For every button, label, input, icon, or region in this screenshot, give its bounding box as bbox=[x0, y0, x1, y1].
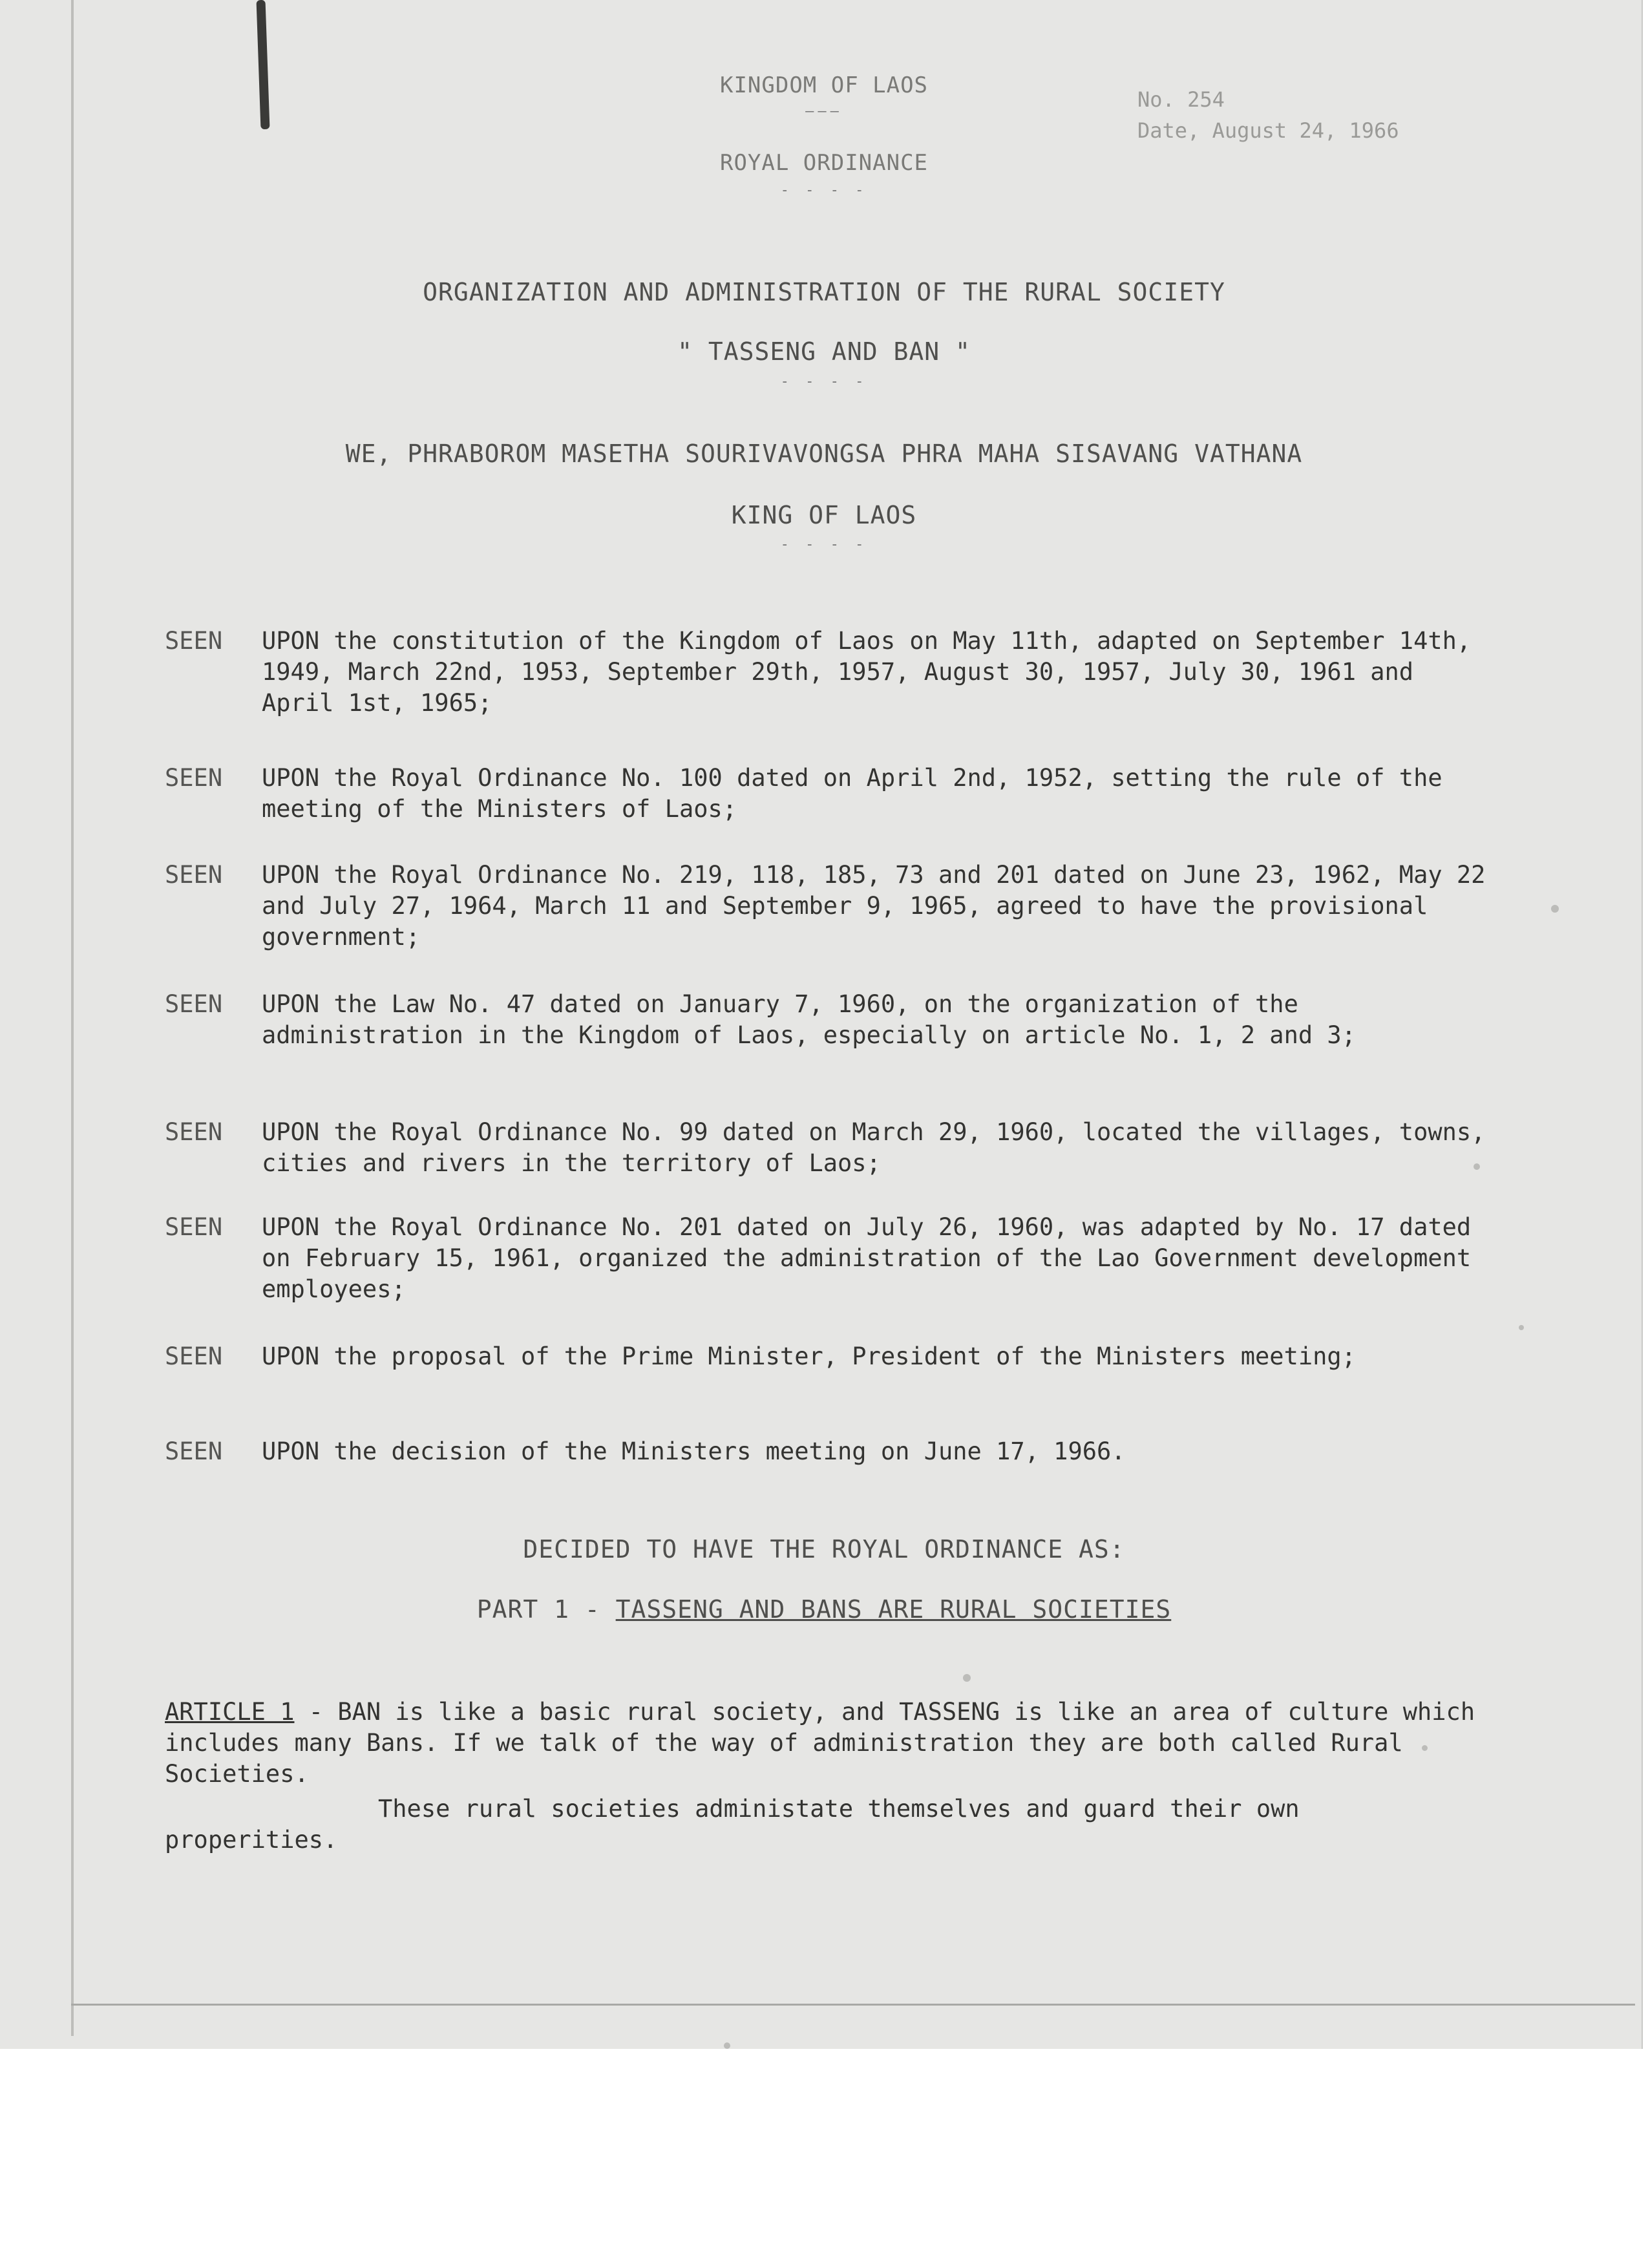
speckle bbox=[1519, 1325, 1524, 1330]
seen-label: SEEN bbox=[165, 764, 223, 792]
seen-item bbox=[165, 1341, 1490, 1406]
seen-item bbox=[165, 1212, 1490, 1309]
sovereign-name: WE, PHRABOROM MASETHA SOURIVAVONGSA PHRA MAHA SISAVANG VATHANA bbox=[345, 440, 1303, 468]
seen-text: UPON the proposal of the Prime Minister, President of the Ministers meeting; bbox=[262, 1342, 1356, 1370]
ordinance-heading: ROYAL ORDINANCE bbox=[719, 150, 929, 176]
article-1-paragraph-2: These rural societies administate themselves and guard their own properities. bbox=[165, 1795, 1300, 1854]
seen-label: SEEN bbox=[165, 990, 223, 1018]
part-title: TASSENG AND BANS ARE RURAL SOCIETIES bbox=[615, 1595, 1172, 1624]
document-title: ORGANIZATION AND ADMINISTRATION OF THE RURAL SOCIETY bbox=[423, 278, 1225, 306]
title-rule: - - - - bbox=[780, 374, 868, 390]
seen-text: UPON the Royal Ordinance No. 219, 118, 185, 73 and 201 dated on June 23, 1962, May 22 and July 27, 1964, March 11 and September 9, 1965, agreed to have the provisional government; bbox=[262, 861, 1486, 951]
article-1-label: ARTICLE 1 bbox=[165, 1698, 295, 1726]
part-heading bbox=[0, 1595, 1648, 1624]
seen-item bbox=[165, 626, 1490, 723]
heading-rule: ——— bbox=[805, 103, 843, 120]
speckle bbox=[724, 2042, 730, 2049]
part-prefix: PART 1 - bbox=[476, 1595, 616, 1624]
seen-item bbox=[165, 1117, 1490, 1182]
ordinance-number: No. 254 bbox=[1137, 87, 1225, 112]
seen-label: SEEN bbox=[165, 627, 223, 655]
speckle bbox=[963, 1674, 971, 1682]
seen-item bbox=[165, 1436, 1490, 1475]
heading-rule: - - - - bbox=[780, 182, 868, 198]
seen-item bbox=[165, 989, 1490, 1086]
seen-label: SEEN bbox=[165, 861, 223, 889]
sovereign-rule: - - - - bbox=[780, 536, 868, 553]
seen-label: SEEN bbox=[165, 1437, 223, 1465]
speckle bbox=[1551, 905, 1559, 913]
kingdom-heading: KINGDOM OF LAOS bbox=[719, 72, 929, 98]
article-1-text: - BAN is like a basic rural society, and TASSENG is like an area of culture which includes many Bans. If we talk of the way of administration they are both called Rural Societies. bbox=[165, 1698, 1475, 1788]
seen-text: UPON the Royal Ordinance No. 99 dated on March 29, 1960, located the villages, towns, cities and rivers in the territory of Laos; bbox=[262, 1118, 1486, 1177]
seen-text: UPON the constitution of the Kingdom of Laos on May 11th, adapted on September 14th, 1949, March 22nd, 1953, September 29th, 1957, August 30, 1957, July 30, 1961 and April 1st, 1965; bbox=[262, 627, 1472, 717]
decided-heading: DECIDED TO HAVE THE ROYAL ORDINANCE AS: bbox=[523, 1535, 1125, 1563]
seen-text: UPON the Royal Ordinance No. 100 dated on April 2nd, 1952, setting the rule of the meeting of the Ministers of Laos; bbox=[262, 764, 1442, 823]
seen-item bbox=[165, 763, 1490, 827]
seen-item bbox=[165, 860, 1490, 957]
seen-text: UPON the decision of the Ministers meeting on June 17, 1966. bbox=[262, 1437, 1126, 1465]
seen-text: UPON the Royal Ordinance No. 201 dated on July 26, 1960, was adapted by No. 17 dated on February 15, 1961, organized the administration of the Lao Government development employees; bbox=[262, 1213, 1472, 1303]
seen-label: SEEN bbox=[165, 1342, 223, 1370]
ordinance-date: Date, August 24, 1966 bbox=[1137, 118, 1399, 143]
seen-label: SEEN bbox=[165, 1118, 223, 1146]
article-1-paragraph bbox=[165, 1697, 1477, 1790]
seen-text: UPON the Law No. 47 dated on January 7, 1960, on the organization of the administration in the Kingdom of Laos, especially on article No. 1, 2 and 3; bbox=[262, 990, 1356, 1049]
seen-label: SEEN bbox=[165, 1213, 223, 1241]
bottom-border-line bbox=[71, 2004, 1635, 2006]
sovereign-title: KING OF LAOS bbox=[731, 501, 917, 529]
document-subtitle: " TASSENG AND BAN " bbox=[677, 337, 971, 366]
ordinance-number-block bbox=[1137, 84, 1399, 146]
